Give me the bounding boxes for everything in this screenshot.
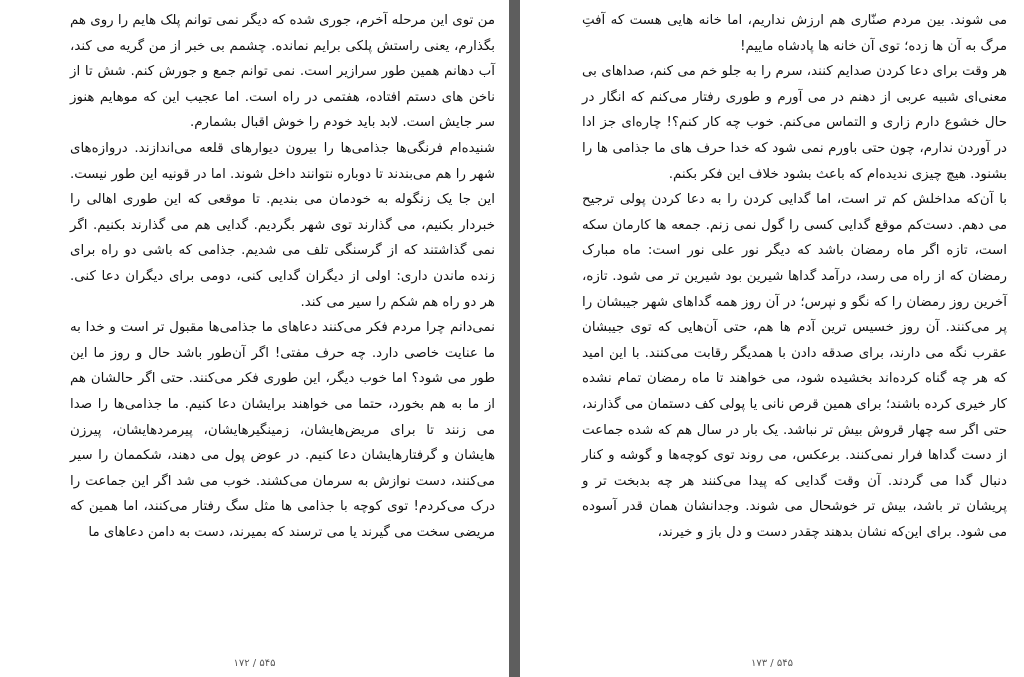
left-paragraph-2: شنیده‌ام فرنگی‌ها جذامی‌ها را بیرون دیوارهای قلعه می‌اندازند. دروازه‌های شهر را هم می‌بندند تا دوباره نتوانند داخل شوند. اما در قونیه این طور نیست. این جا یک زنگوله به خودمان می بندیم. تا موقعی که این طوری اهالی را خبردار بکنیم، می گذارند توی شهر بگردیم. گدایی هم می گذارند بکنیم. اگر نمی گذاشتند که از گرسنگی تلف می شدیم. جذامی که باشی دو راه برای زنده ماندن داری: اولی از دیگران گدایی کنی، دومی برای دیگران دعا کنی. هر دو راه هم شکم را سیر می کند. — [70, 140, 495, 310]
right-paragraph-3: با آن‌که مداخلش کم تر است، اما گدایی کردن را به دعا کردن پولی ترجیح می دهم. دست‌کم موقع گدایی کسی را گول نمی زنم. جمعه ها کارمان سکه است، تازه اگر ماه رمضان باشد که دیگر نور علی نور است: ماه مبارک رمضان که از راه می رسد، درآمد گداها شیرین بود شیرین تر می شود. تازه، آخرین روز رمضان را که نگو و نپرس؛ در آن روز همه گداهای شهر جیبشان را پر می‌کنند. آن روز خسیس ترین آدم ها هم، حتی آن‌هایی که توی جیبشان عقرب نگه می دارند، برای صدقه دادن با همدیگر رقابت می‌کنند. با این امید که هر چه گناه کرده‌اند بخشیده شود، می خواهند تا ماه رمضان تمام نشده کار خیری کرده باشند؛ برای همین قرص نانی یا پولی کف دستمان می گذارند، حتی اگر سه چهار قروش بیش تر نباشد. یک بار در سال هم که شده جماعت از دست گداها فرار نمی‌کنند. برعکس، می روند توی کوچه‌ها و گوشه و کنار دنبال گدا می گردند. آن وقت گدایی که پیدا می‌کنند هر چه بدبخت تر و پریشان تر باشد، بیش تر خوشحال می شوند. وجدانشان همان قدر آسوده می شود. برای این‌که نشان بدهند چقدر دست و دل باز و خیرند، — [582, 192, 1007, 540]
page-gutter — [509, 0, 520, 677]
right-paragraph-2: هر وقت برای دعا کردن صدایم کنند، سرم را به جلو خم می کنم، صداهای بی معنی‌ای شبیه عربی از دهنم در می آورم و طوری رفتار می‌کنم که انگار در حال خشوع دارم زاری و التماس می‌کنم. خوب چه کار کنم؟! چاره‌ای جز ادا در آوردن ندارم، چون حتی باورم نمی شود که خدا حرف های ما جذامی ها را بشنود. هیچ چیزی ندیده‌ام که باعث بشود خلاف این فکر بکنم. — [582, 64, 1007, 182]
left-page — [0, 0, 509, 677]
right-page-text — [582, 8, 1007, 545]
left-paragraph-1: من توی این مرحله آخرم، جوری شده که دیگر نمی توانم پلک هایم را روی هم بگذارم، یعنی راستش پلکی برایم نمانده. چشمم بی خبر از من گریه می کند، آب دهانم همین طور سرازیر است. نمی توانم جمع و جورش کنم. شش تا از ناخن های دستم افتاده، هفتمی در راه است. اما عجیب این که موهایم هنوز سر جایش است. لابد باید خودم را خوش اقبال بشمارم. — [70, 13, 495, 131]
right-page — [520, 0, 1024, 677]
left-paragraph-3: نمی‌دانم چرا مردم فکر می‌کنند دعاهای ما جذامی‌ها مقبول تر است و خدا به ما عنایت خاصی دارد. چه حرف مفتی! اگر آن‌طور باشد حال و روز ما این طور می شود؟ اما خوب دیگر، این طوری فکر می‌کنند. حتی اگر حالشان هم از ما به هم بخورد، حتما می خواهند برایشان دعا کنیم. ما جذامی‌ها را صدا می زنند تا برای مریض‌هایشان، زمینگیرهایشان، پیرمردهایشان، پیرزن هایشان و گرفتارهایشان دعا کنیم. در عوض پول می دهند، شکممان را سیر می‌کنند، دست نوازش به سرمان می‌کشند. خوب می شد اگر این جماعت را درک می‌کردم! توی کوچه با جذامی ها مثل سگ رفتار می‌کنند، اما همین که مریضی سخت می گیرند یا می ترسند که بمیرند، دست به دامن دعاهای ما — [70, 320, 495, 540]
right-page-number: ۵۴۵ / ۱۷۳ — [751, 658, 793, 669]
left-page-text — [70, 8, 495, 545]
left-page-number: ۵۴۵ / ۱۷۲ — [233, 658, 276, 669]
right-paragraph-1: می شوند. بین مردم صنّاری هم ارزش نداریم، اما خانه هایی هست که آفتِ مرگ به آن ها زده؛ توی آن خانه ها پادشاه ماییم! — [582, 13, 1007, 54]
